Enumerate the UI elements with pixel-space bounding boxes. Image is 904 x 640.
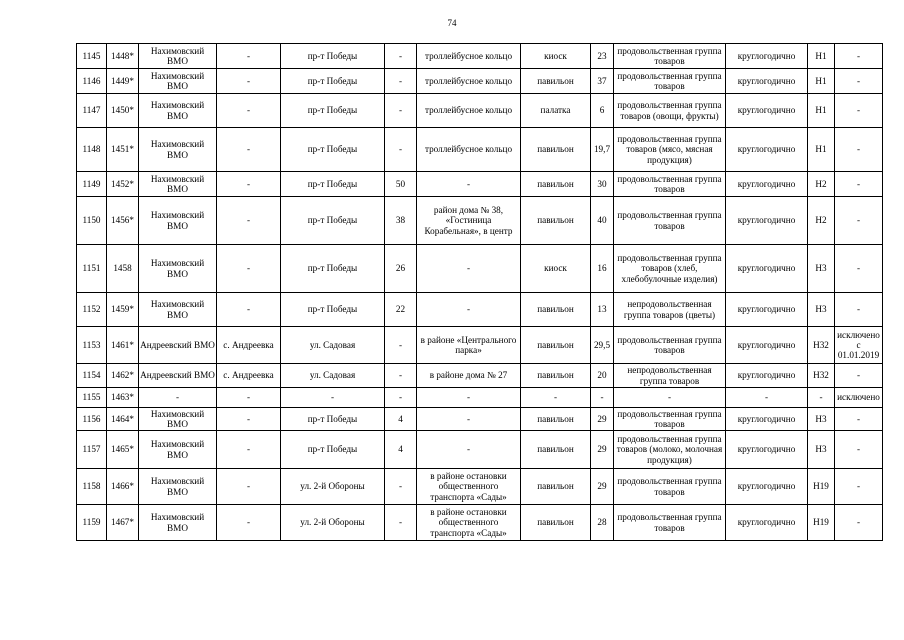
trade-objects-table <box>76 43 883 541</box>
table-row <box>77 505 883 541</box>
cell-house-number: 4 <box>385 431 417 469</box>
cell-object-type: - <box>521 388 591 408</box>
cell-street: ул. 2-й Обороны <box>281 505 385 541</box>
cell-settlement: - <box>217 69 281 94</box>
table-row <box>77 408 883 431</box>
cell-location: в районе остановки общественного транспорта «Сады» <box>417 469 521 505</box>
table-row <box>77 245 883 293</box>
cell-street: - <box>281 388 385 408</box>
table-row <box>77 327 883 364</box>
cell-product-group: продовольственная группа товаров <box>614 69 726 94</box>
cell-period: круглогодично <box>726 364 808 388</box>
cell-row-number: 1151 <box>77 245 107 293</box>
cell-object-number: 1461* <box>107 327 139 364</box>
cell-product-group: продовольственная группа товаров (молоко, молочная продукция) <box>614 431 726 469</box>
cell-district: Нахимовский ВМО <box>139 128 217 172</box>
cell-object-number: 1450* <box>107 94 139 128</box>
cell-district: Андреевский ВМО <box>139 364 217 388</box>
cell-note: - <box>835 408 883 431</box>
cell-period: круглогодично <box>726 408 808 431</box>
cell-note: - <box>835 293 883 327</box>
cell-street: ул. Садовая <box>281 327 385 364</box>
table-row <box>77 128 883 172</box>
cell-house-number: - <box>385 44 417 69</box>
cell-house-number: - <box>385 364 417 388</box>
cell-period: круглогодично <box>726 94 808 128</box>
cell-district: Андреевский ВМО <box>139 327 217 364</box>
cell-settlement: с. Андреевка <box>217 327 281 364</box>
cell-object-type: павильон <box>521 69 591 94</box>
cell-area: 29 <box>591 431 614 469</box>
cell-note: - <box>835 245 883 293</box>
cell-note: исключено <box>835 388 883 408</box>
cell-settlement: - <box>217 388 281 408</box>
cell-note: - <box>835 505 883 541</box>
cell-location: троллейбусное кольцо <box>417 94 521 128</box>
cell-object-type: павильон <box>521 197 591 245</box>
cell-zone: Н1 <box>808 44 835 69</box>
cell-area: 40 <box>591 197 614 245</box>
cell-object-number: 1462* <box>107 364 139 388</box>
cell-district: Нахимовский ВМО <box>139 44 217 69</box>
cell-object-number: 1459* <box>107 293 139 327</box>
cell-location: троллейбусное кольцо <box>417 44 521 69</box>
cell-note: - <box>835 364 883 388</box>
cell-row-number: 1153 <box>77 327 107 364</box>
cell-settlement: - <box>217 408 281 431</box>
table-body <box>77 44 883 541</box>
table-row <box>77 94 883 128</box>
cell-product-group: - <box>614 388 726 408</box>
cell-settlement: - <box>217 245 281 293</box>
cell-settlement: - <box>217 172 281 197</box>
cell-product-group: продовольственная группа товаров (овощи, фрукты) <box>614 94 726 128</box>
cell-settlement: - <box>217 431 281 469</box>
cell-object-type: павильон <box>521 293 591 327</box>
cell-row-number: 1145 <box>77 44 107 69</box>
cell-street: пр-т Победы <box>281 431 385 469</box>
cell-area: 16 <box>591 245 614 293</box>
cell-zone: Н32 <box>808 364 835 388</box>
cell-row-number: 1152 <box>77 293 107 327</box>
cell-zone: Н3 <box>808 245 835 293</box>
cell-object-type: павильон <box>521 128 591 172</box>
cell-district: Нахимовский ВМО <box>139 431 217 469</box>
cell-zone: Н2 <box>808 197 835 245</box>
cell-period: круглогодично <box>726 128 808 172</box>
cell-product-group: продовольственная группа товаров <box>614 408 726 431</box>
cell-settlement: - <box>217 505 281 541</box>
cell-object-type: палатка <box>521 94 591 128</box>
cell-product-group: продовольственная группа товаров <box>614 197 726 245</box>
cell-object-type: павильон <box>521 505 591 541</box>
cell-area: 13 <box>591 293 614 327</box>
cell-district: Нахимовский ВМО <box>139 469 217 505</box>
cell-street: пр-т Победы <box>281 128 385 172</box>
cell-row-number: 1157 <box>77 431 107 469</box>
cell-location: в районе остановки общественного транспорта «Сады» <box>417 505 521 541</box>
cell-product-group: продовольственная группа товаров (мясо, мясная продукция) <box>614 128 726 172</box>
cell-object-number: 1449* <box>107 69 139 94</box>
cell-zone: Н1 <box>808 69 835 94</box>
cell-district: Нахимовский ВМО <box>139 69 217 94</box>
cell-zone: Н3 <box>808 408 835 431</box>
cell-street: пр-т Победы <box>281 44 385 69</box>
cell-object-number: 1456* <box>107 197 139 245</box>
cell-house-number: 4 <box>385 408 417 431</box>
cell-house-number: - <box>385 128 417 172</box>
cell-object-type: киоск <box>521 245 591 293</box>
cell-area: 23 <box>591 44 614 69</box>
cell-period: круглогодично <box>726 293 808 327</box>
cell-period: круглогодично <box>726 327 808 364</box>
cell-row-number: 1159 <box>77 505 107 541</box>
cell-product-group: продовольственная группа товаров <box>614 469 726 505</box>
cell-product-group: непродовольственная группа товаров (цветы) <box>614 293 726 327</box>
cell-district: - <box>139 388 217 408</box>
cell-object-type: павильон <box>521 431 591 469</box>
cell-object-number: 1467* <box>107 505 139 541</box>
table-row <box>77 469 883 505</box>
cell-note: - <box>835 94 883 128</box>
cell-district: Нахимовский ВМО <box>139 197 217 245</box>
cell-location: - <box>417 245 521 293</box>
cell-note: - <box>835 431 883 469</box>
cell-location: троллейбусное кольцо <box>417 69 521 94</box>
cell-object-number: 1451* <box>107 128 139 172</box>
cell-row-number: 1149 <box>77 172 107 197</box>
cell-object-number: 1458 <box>107 245 139 293</box>
cell-period: круглогодично <box>726 431 808 469</box>
cell-row-number: 1146 <box>77 69 107 94</box>
cell-note: - <box>835 44 883 69</box>
cell-area: 30 <box>591 172 614 197</box>
cell-note: исключено с 01.01.2019 <box>835 327 883 364</box>
cell-house-number: 22 <box>385 293 417 327</box>
cell-area: 19,7 <box>591 128 614 172</box>
cell-area: 29 <box>591 469 614 505</box>
cell-house-number: 26 <box>385 245 417 293</box>
cell-row-number: 1148 <box>77 128 107 172</box>
table-row <box>77 431 883 469</box>
cell-area: 37 <box>591 69 614 94</box>
cell-district: Нахимовский ВМО <box>139 245 217 293</box>
table-row <box>77 293 883 327</box>
cell-period: круглогодично <box>726 469 808 505</box>
cell-house-number: 50 <box>385 172 417 197</box>
cell-area: - <box>591 388 614 408</box>
cell-zone: - <box>808 388 835 408</box>
cell-object-type: павильон <box>521 172 591 197</box>
cell-object-number: 1448* <box>107 44 139 69</box>
cell-row-number: 1155 <box>77 388 107 408</box>
cell-settlement: - <box>217 197 281 245</box>
cell-district: Нахимовский ВМО <box>139 94 217 128</box>
cell-settlement: - <box>217 469 281 505</box>
cell-house-number: 38 <box>385 197 417 245</box>
cell-object-type: павильон <box>521 364 591 388</box>
cell-house-number: - <box>385 94 417 128</box>
cell-object-type: павильон <box>521 469 591 505</box>
cell-area: 20 <box>591 364 614 388</box>
cell-zone: Н1 <box>808 128 835 172</box>
cell-settlement: - <box>217 293 281 327</box>
cell-period: - <box>726 388 808 408</box>
cell-product-group: продовольственная группа товаров (хлеб, хлебобулочные изделия) <box>614 245 726 293</box>
cell-period: круглогодично <box>726 245 808 293</box>
table-row <box>77 69 883 94</box>
cell-district: Нахимовский ВМО <box>139 293 217 327</box>
cell-street: пр-т Победы <box>281 197 385 245</box>
cell-location: - <box>417 293 521 327</box>
cell-period: круглогодично <box>726 44 808 69</box>
cell-street: пр-т Победы <box>281 293 385 327</box>
cell-location: троллейбусное кольцо <box>417 128 521 172</box>
cell-note: - <box>835 172 883 197</box>
cell-row-number: 1150 <box>77 197 107 245</box>
cell-location: в районе дома № 27 <box>417 364 521 388</box>
cell-street: пр-т Победы <box>281 69 385 94</box>
table-row <box>77 172 883 197</box>
cell-object-number: 1465* <box>107 431 139 469</box>
cell-period: круглогодично <box>726 197 808 245</box>
cell-period: круглогодично <box>726 505 808 541</box>
cell-product-group: продовольственная группа товаров <box>614 327 726 364</box>
cell-house-number: - <box>385 327 417 364</box>
table-row <box>77 197 883 245</box>
cell-area: 29,5 <box>591 327 614 364</box>
cell-zone: Н19 <box>808 505 835 541</box>
cell-district: Нахимовский ВМО <box>139 505 217 541</box>
cell-street: пр-т Победы <box>281 94 385 128</box>
cell-row-number: 1147 <box>77 94 107 128</box>
cell-location: - <box>417 408 521 431</box>
cell-zone: Н2 <box>808 172 835 197</box>
cell-area: 28 <box>591 505 614 541</box>
cell-house-number: - <box>385 69 417 94</box>
cell-house-number: - <box>385 469 417 505</box>
cell-house-number: - <box>385 505 417 541</box>
cell-zone: Н32 <box>808 327 835 364</box>
cell-location: - <box>417 431 521 469</box>
cell-area: 29 <box>591 408 614 431</box>
cell-zone: Н1 <box>808 94 835 128</box>
cell-location: в районе «Центрального парка» <box>417 327 521 364</box>
cell-street: пр-т Победы <box>281 172 385 197</box>
cell-street: пр-т Победы <box>281 408 385 431</box>
cell-product-group: продовольственная группа товаров <box>614 44 726 69</box>
table-row <box>77 364 883 388</box>
cell-zone: Н3 <box>808 431 835 469</box>
cell-product-group: непродовольственная группа товаров <box>614 364 726 388</box>
cell-row-number: 1158 <box>77 469 107 505</box>
cell-object-number: 1464* <box>107 408 139 431</box>
cell-object-type: павильон <box>521 408 591 431</box>
cell-street: пр-т Победы <box>281 245 385 293</box>
cell-street: ул. 2-й Обороны <box>281 469 385 505</box>
cell-period: круглогодично <box>726 172 808 197</box>
cell-house-number: - <box>385 388 417 408</box>
cell-settlement: - <box>217 44 281 69</box>
cell-product-group: продовольственная группа товаров <box>614 172 726 197</box>
table-row <box>77 388 883 408</box>
page-number: 74 <box>447 18 457 28</box>
table-row <box>77 44 883 69</box>
cell-note: - <box>835 69 883 94</box>
cell-location: район дома № 38, «Гостиница Корабельная», в центр <box>417 197 521 245</box>
cell-settlement: - <box>217 128 281 172</box>
cell-zone: Н19 <box>808 469 835 505</box>
cell-object-number: 1452* <box>107 172 139 197</box>
cell-note: - <box>835 197 883 245</box>
cell-area: 6 <box>591 94 614 128</box>
cell-location: - <box>417 172 521 197</box>
cell-settlement: - <box>217 94 281 128</box>
cell-district: Нахимовский ВМО <box>139 172 217 197</box>
cell-period: круглогодично <box>726 69 808 94</box>
cell-object-type: павильон <box>521 327 591 364</box>
cell-object-type: киоск <box>521 44 591 69</box>
cell-product-group: продовольственная группа товаров <box>614 505 726 541</box>
cell-row-number: 1156 <box>77 408 107 431</box>
cell-location: - <box>417 388 521 408</box>
cell-zone: Н3 <box>808 293 835 327</box>
cell-object-number: 1466* <box>107 469 139 505</box>
cell-note: - <box>835 128 883 172</box>
cell-object-number: 1463* <box>107 388 139 408</box>
cell-row-number: 1154 <box>77 364 107 388</box>
cell-note: - <box>835 469 883 505</box>
cell-street: ул. Садовая <box>281 364 385 388</box>
cell-settlement: с. Андреевка <box>217 364 281 388</box>
cell-district: Нахимовский ВМО <box>139 408 217 431</box>
